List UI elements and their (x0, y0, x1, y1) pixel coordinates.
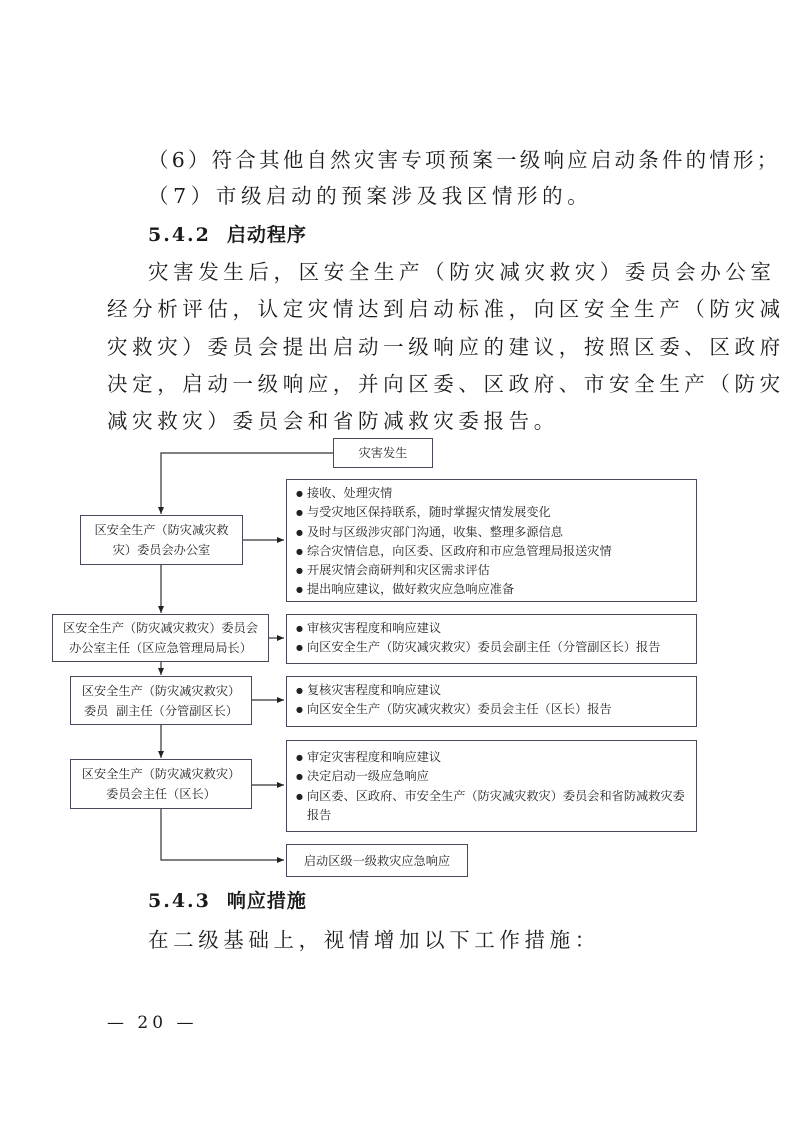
action-item: ● 向区安全生产（防灾减灾救灾）委员会副主任（分管副区长）报告 (296, 638, 696, 657)
section-title: 响应措施 (226, 890, 307, 912)
actor-line: 区安全生产（防灾减灾救 (94, 523, 229, 537)
flow-end-box (286, 844, 468, 877)
action-item: ● 提出响应建议，做好救灾应急响应准备 (296, 580, 696, 599)
section-number: 5.4.3 (148, 890, 211, 912)
paragraph-line-2: 经分析评估，认定灾情达到启动标准，向区安全生产（防灾减 (107, 297, 785, 321)
flow-actor-chair (70, 759, 252, 809)
page-number: — 20 — (107, 1013, 198, 1033)
flow-actor-office-director (52, 614, 269, 662)
list-item-6: （6）符合其他自然灾害专项预案一级响应启动条件的情形； (148, 148, 781, 172)
action-item: ● 与受灾地区保持联系，随时掌握灾情发展变化 (296, 503, 696, 522)
section-543-intro: 在二级基础上，视情增加以下工作措施： (148, 928, 600, 952)
actor-line: 灾）委员会办公室 (112, 543, 211, 557)
action-item: ● 向区委、区政府、市安全生产（防灾减灾救灾）委员会和省防减救灾委报告 (296, 787, 690, 826)
section-title: 启动程序 (226, 224, 307, 246)
action-item: ● 审核灾害程度和响应建议 (296, 619, 696, 638)
actor-line: 办公室主任（区应急管理局局长） (69, 641, 252, 655)
flow-actor-office (80, 515, 243, 565)
flow-start-box (333, 438, 433, 468)
connector-chair-to-end (161, 809, 284, 860)
section-number: 5.4.2 (148, 224, 211, 246)
actor-line: 区安全生产（防灾减灾救灾） (81, 683, 241, 698)
action-item: ● 开展灾情会商研判和灾区需求评估 (296, 561, 696, 580)
actor-line: 区安全生产（防灾减灾救灾）委员会 (63, 621, 258, 635)
paragraph-line-5: 减灾救灾）委员会和省防减救灾委报告。 (107, 409, 559, 433)
flow-actions-office-director (286, 614, 697, 664)
actor-line: 区安全生产（防灾减灾救灾） (81, 767, 241, 781)
flow-actor-vice-chair (70, 676, 252, 725)
flow-actions-chair (286, 740, 697, 832)
actor-line: 委员 副主任（分管副区长） (84, 703, 238, 718)
flow-start-label: 灾害发生 (358, 446, 408, 460)
action-item: ● 决定启动一级应急响应 (296, 767, 690, 786)
actor-line: 委员会主任（区长） (106, 787, 216, 801)
action-item: ● 综合灾情信息，向区委、区政府和市应急管理局报送灾情 (296, 542, 696, 561)
action-item: ● 及时与区级涉灾部门沟通，收集、整理多源信息 (296, 523, 696, 542)
list-item-7: （7）市级启动的预案涉及我区情形的。 (148, 184, 593, 208)
section-heading-543 (148, 888, 307, 914)
action-item: ● 向区安全生产（防灾减灾救灾）委员会主任（区长）报告 (296, 700, 696, 719)
action-item: ● 接收、处理灾情 (296, 484, 696, 503)
flow-end-label: 启动区级一级救灾应急响应 (303, 853, 451, 868)
paragraph-line-1: 灾害发生后，区安全生产（防灾减灾救灾）委员会办公室 (148, 260, 776, 284)
paragraph-line-4: 决定，启动一级响应，并向区委、区政府、市安全生产（防灾 (107, 372, 785, 396)
flow-actions-office (286, 479, 697, 602)
action-item: ● 复核灾害程度和响应建议 (296, 681, 696, 700)
paragraph-line-3: 灾救灾）委员会提出启动一级响应的建议，按照区委、区政府 (107, 335, 785, 359)
flow-actions-vice-chair (286, 676, 697, 727)
action-item: ● 审定灾害程度和响应建议 (296, 748, 690, 767)
